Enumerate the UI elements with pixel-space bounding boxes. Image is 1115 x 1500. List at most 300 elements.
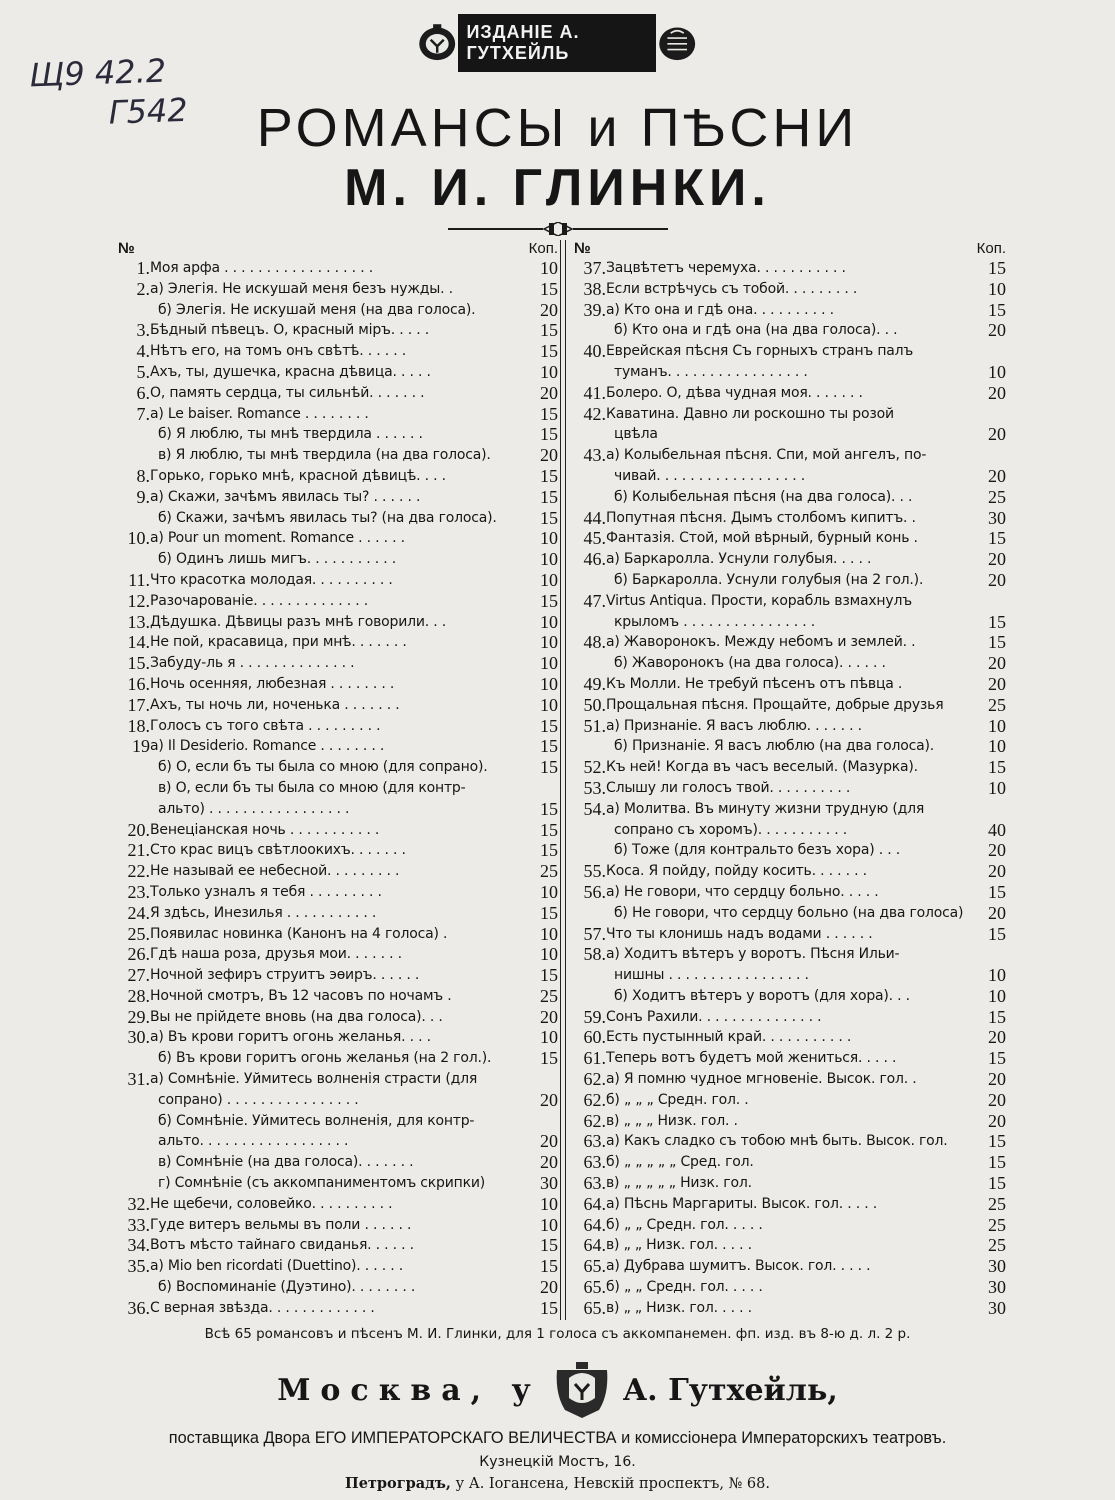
catalog-entry: [110, 1131, 558, 1152]
entry-number: 35.: [127, 1256, 150, 1277]
publisher-mark-label: ИЗДАНІЕ А. ГУТХЕЙЛЬ: [458, 14, 655, 72]
catalog-entry: [566, 986, 1006, 1007]
catalog-entry: [110, 1215, 558, 1236]
entry-price: 20: [988, 569, 1006, 590]
catalog-entry: [110, 549, 558, 570]
entry-title: Не называй ее небесной. . . . . . . . .: [150, 863, 400, 880]
entry-number: 43.: [583, 445, 606, 466]
entry-title: сопрано) . . . . . . . . . . . . . . . .: [158, 1091, 359, 1108]
entry-price: 20: [988, 1027, 1006, 1048]
catalog-entry: [110, 383, 558, 404]
catalog-entry: [566, 424, 1006, 445]
entry-price: 40: [988, 819, 1006, 840]
entry-price: 10: [540, 361, 558, 382]
catalog-entry: [566, 1090, 1006, 1111]
entry-price: 10: [988, 985, 1006, 1006]
entry-price: 10: [540, 632, 558, 653]
lyre-emblem-icon: [656, 17, 698, 69]
catalog-entry: [566, 1027, 1006, 1048]
catalog-entry: [566, 466, 1006, 487]
entry-price: 15: [988, 1173, 1006, 1194]
catalog-entry: [110, 258, 558, 279]
entry-price: 10: [540, 1214, 558, 1235]
entry-price: 10: [540, 549, 558, 570]
entry-number: 44.: [583, 507, 606, 528]
catalog-entry: [110, 1256, 558, 1277]
catalog-entry: [110, 1111, 558, 1132]
catalog-entry: [566, 1256, 1006, 1277]
entry-title: а) Какъ сладко съ тобою мнѣ быть. Высок. гол.: [606, 1133, 948, 1150]
entry-number: 54.: [583, 798, 606, 819]
entry-title: О, память сердца, ты сильнѣй. . . . . . .: [150, 384, 425, 401]
entry-number: 50.: [583, 694, 606, 715]
entry-title: б) Одинъ лишь мигъ. . . . . . . . . . .: [158, 551, 396, 568]
catalog-entry: [110, 674, 558, 695]
entry-title: Вы не прійдете вновь (на два голоса). . .: [150, 1008, 443, 1025]
entry-price: 15: [988, 881, 1006, 902]
entry-title: Фантазія. Стой, мой вѣрный, бурный конь .: [606, 530, 918, 547]
entry-title: альто) . . . . . . . . . . . . . . . . .: [158, 800, 350, 817]
catalog-entry: [566, 404, 1006, 425]
entry-number: 42.: [583, 403, 606, 424]
entry-number: 23.: [127, 881, 150, 902]
catalog-entry: [566, 445, 1006, 466]
entry-title: б) „ „ „ Средн. гол. .: [606, 1091, 749, 1108]
entry-price: 20: [540, 1131, 558, 1152]
entry-number: 47.: [583, 590, 606, 611]
entry-number: 24.: [127, 902, 150, 923]
catalog-entry: [110, 279, 558, 300]
entry-price: 15: [988, 258, 1006, 278]
catalog-entry: [110, 1194, 558, 1215]
entry-price: 30: [540, 1173, 558, 1194]
entry-title: б) „ „ „ „ „ Сред. гол.: [606, 1154, 754, 1171]
entry-number: 51.: [583, 715, 606, 736]
entry-price: 10: [540, 528, 558, 549]
catalog-entry: [110, 341, 558, 362]
entry-price: 20: [988, 653, 1006, 674]
catalog-entry: [566, 903, 1006, 924]
entry-price: 20: [540, 382, 558, 403]
entry-price: 20: [988, 465, 1006, 486]
entry-title: Ночной зефиръ струитъ эѳиръ. . . . . .: [150, 967, 420, 984]
catalog-entry: [110, 716, 558, 737]
entry-number: 45.: [583, 528, 606, 549]
catalog-entry: [110, 528, 558, 549]
catalog-entry: [566, 840, 1006, 861]
entry-title: а) Скажи, зачѣмъ явилась ты? . . . . . .: [150, 488, 421, 505]
catalog-entry: [566, 591, 1006, 612]
purveyor-line: поставщика Двора ЕГО ИМПЕРАТОРСКАГО ВЕЛИЧЕСТВА и комиссіонера Императорскихъ театровъ.: [168, 1428, 947, 1447]
entry-title: а) Пѣснь Маргариты. Высок. гол. . . . .: [606, 1195, 877, 1212]
entry-title: б) О, если бъ ты была со мною (для сопрано).: [158, 759, 488, 776]
catalog-entry: [110, 1277, 558, 1298]
entry-number: 56.: [583, 881, 606, 902]
publisher-mark: [416, 14, 698, 72]
catalog-entry: [566, 383, 1006, 404]
entry-price: 15: [540, 320, 558, 341]
entry-price: 15: [988, 923, 1006, 944]
catalog-entry: [110, 653, 558, 674]
entry-number: 20.: [127, 819, 150, 840]
title-line-1: РОМАНСЫ и ПѢСНИ: [256, 98, 859, 158]
entry-title: в) Я люблю, ты мнѣ твердила (на два голоса).: [158, 447, 491, 464]
entry-number: 64.: [583, 1214, 606, 1235]
catalog-entry: [110, 591, 558, 612]
entry-price: 15: [540, 1048, 558, 1069]
catalog-entry: [566, 570, 1006, 591]
entry-title: Зацвѣтетъ черемуха. . . . . . . . . . .: [606, 260, 846, 276]
entry-price: 15: [540, 465, 558, 486]
entry-title: Сто крас вицъ свѣтлоокихъ. . . . . . .: [150, 842, 406, 859]
entry-price: 25: [988, 1193, 1006, 1214]
catalog-entry: [566, 861, 1006, 882]
entry-price: 20: [540, 299, 558, 320]
catalog-entry: [110, 1298, 558, 1319]
catalog-entry: [566, 778, 1006, 799]
catalog-entry: [566, 362, 1006, 383]
catalog-entry: [110, 799, 558, 820]
catalog-entry: [566, 1194, 1006, 1215]
entry-number: 21.: [127, 840, 150, 861]
entry-price: 30: [988, 507, 1006, 528]
entry-title: в) Сомнѣніе (на два голоса). . . . . . .: [158, 1154, 414, 1171]
entry-number: 7.: [136, 403, 150, 424]
imprint-city: Москва, у: [277, 1372, 541, 1408]
entry-title: б) Признаніе. Я васъ люблю (на два голоса).: [614, 738, 935, 755]
entry-title: туманъ. . . . . . . . . . . . . . . . .: [614, 363, 808, 380]
entry-price: 15: [540, 840, 558, 861]
entry-price: 15: [540, 736, 558, 757]
entry-number: 62.: [583, 1069, 606, 1090]
entry-title: Попутная пѣсня. Дымъ столбомъ кипитъ. .: [606, 509, 916, 526]
entry-number: 37.: [583, 258, 606, 278]
catalog-entry: [110, 861, 558, 882]
entry-number: 41.: [583, 382, 606, 403]
entry-title: Слышу ли голосъ твой. . . . . . . . . .: [606, 779, 851, 796]
catalog-column-left: [110, 236, 558, 1319]
entry-title: Что ты клонишь надъ водами . . . . . .: [606, 925, 873, 942]
catalog-entry: [566, 1131, 1006, 1152]
entry-title: Моя арфа . . . . . . . . . . . . . . . . . .: [150, 260, 373, 276]
entry-price: 10: [540, 923, 558, 944]
entry-title: Не щебечи, соловейко. . . . . . . . . .: [150, 1195, 393, 1212]
entry-price: 15: [988, 1006, 1006, 1027]
entry-price: 20: [540, 1006, 558, 1027]
entry-price: 20: [988, 320, 1006, 341]
entry-title: Только узналъ я тебя . . . . . . . . .: [150, 883, 382, 900]
entry-price: 10: [540, 673, 558, 694]
entry-price: 15: [988, 757, 1006, 778]
entry-price: 10: [540, 1027, 558, 1048]
catalog-entry: [110, 508, 558, 529]
petrograd-address: у А. Іогансена, Невскій проспектъ, № 68.: [455, 1476, 770, 1492]
entry-title: Я здѣсь, Инезилья . . . . . . . . . . .: [150, 904, 377, 921]
entry-title: а) Колыбельная пѣсня. Спи, мой ангелъ, по-: [606, 447, 927, 464]
entry-number: 6.: [136, 382, 150, 403]
catalog-entry: [566, 924, 1006, 945]
entry-title: Дѣдушка. Дѣвицы разъ мнѣ говорили. . .: [150, 613, 447, 630]
entry-number: 63.: [583, 1173, 606, 1194]
entry-title: Нѣтъ его, на томъ онъ свѣтѣ. . . . . .: [150, 343, 407, 360]
catalog-entry: [110, 362, 558, 383]
entry-title: а) Кто она и гдѣ она. . . . . . . . . .: [606, 301, 834, 318]
entry-title: Гдѣ наша роза, друзья мои. . . . . . .: [150, 946, 402, 963]
entry-title: крыломъ . . . . . . . . . . . . . . . .: [614, 613, 815, 630]
entry-number: 62.: [583, 1089, 606, 1110]
entry-number: 63.: [583, 1152, 606, 1173]
entry-title: Голосъ съ того свѣта . . . . . . . . .: [150, 717, 381, 734]
entry-price: 15: [540, 424, 558, 445]
eagle-emblem-icon: [416, 17, 458, 69]
entry-price: 15: [540, 341, 558, 362]
catalog-entry: [566, 757, 1006, 778]
catalog-entry: [110, 1007, 558, 1028]
entry-number: 64.: [583, 1235, 606, 1256]
catalog-entry: [110, 487, 558, 508]
entry-number: 39.: [583, 299, 606, 320]
entry-title: б) Воспоминаніе (Дуэтино). . . . . . . .: [158, 1279, 416, 1296]
entry-title: Не пой, красавица, при мнѣ. . . . . . .: [150, 634, 407, 651]
catalog-entry: [566, 341, 1006, 362]
entry-number: 30.: [127, 1027, 150, 1048]
entry-number: 33.: [127, 1214, 150, 1235]
entry-number: 38.: [583, 278, 606, 299]
collection-price-note: Всѣ 65 романсовъ и пѣсенъ М. И. Глинки, для 1 голоса съ аккомпанемен. фп. изд. въ 8-ю д. л. 2 р.: [204, 1326, 911, 1342]
entry-title: б) Жаворонокъ (на два голоса). . . . . .: [614, 655, 886, 672]
catalog-entry: [110, 1235, 558, 1256]
entry-number: 4.: [136, 341, 150, 362]
entry-number: 1.: [136, 258, 150, 278]
entry-title: сопрано съ хоромъ). . . . . . . . . . .: [614, 821, 847, 838]
entry-number: 14.: [127, 632, 150, 653]
catalog-entry: [566, 820, 1006, 841]
entry-number: 36.: [127, 1297, 150, 1318]
entry-title: в) „ „ „ „ „ Низк. гол.: [606, 1175, 752, 1192]
entry-title: б) Въ крови горитъ огонь желанья (на 2 гол.).: [158, 1050, 492, 1067]
entry-price: 10: [540, 611, 558, 632]
entry-title: б) „ „ Средн. гол. . . . .: [606, 1279, 763, 1296]
entry-price: 10: [540, 944, 558, 965]
entry-price: 20: [540, 1152, 558, 1173]
entry-price: 10: [540, 1193, 558, 1214]
entry-price: 25: [988, 694, 1006, 715]
entry-price: 15: [540, 1256, 558, 1277]
entry-title: а) Жаворонокъ. Между небомъ и землей. .: [606, 634, 916, 651]
left-entries: [110, 258, 558, 1319]
entry-price: 15: [540, 403, 558, 424]
entry-title: г) Сомнѣніе (съ аккомпаниментомъ скрипки): [158, 1175, 486, 1192]
entry-title: а) Баркаролла. Уснули голубыя. . . . .: [606, 551, 872, 568]
entry-title: Ахъ, ты ночь ли, ноченька . . . . . . .: [150, 696, 400, 713]
imprint-publisher: А. Гутхейль,: [622, 1372, 838, 1408]
catalog-entry: [566, 882, 1006, 903]
entry-price: 10: [540, 653, 558, 674]
entry-number: 34.: [127, 1235, 150, 1256]
entry-number: 59.: [583, 1006, 606, 1027]
entry-price: 10: [540, 881, 558, 902]
entry-title: а) Дубрава шумитъ. Высок. гол. . . . .: [606, 1258, 871, 1275]
entry-number: 53.: [583, 777, 606, 798]
catalog-entry: [110, 1173, 558, 1194]
entry-price: 10: [540, 258, 558, 278]
catalog-entry: [566, 1173, 1006, 1194]
entry-title: Ночь осенняя, любезная . . . . . . . .: [150, 675, 395, 692]
entry-price: 25: [540, 861, 558, 882]
entry-number: 48.: [583, 632, 606, 653]
catalog-entry: [566, 695, 1006, 716]
entry-number: 19: [132, 736, 150, 757]
entry-title: а) Pour un moment. Romance . . . . . .: [150, 530, 405, 547]
right-entries: [566, 258, 1006, 1319]
catalog-entry: [566, 1111, 1006, 1132]
entry-number: 64.: [583, 1193, 606, 1214]
entry-title: б) Колыбельная пѣсня (на два голоса). . .: [614, 488, 913, 505]
catalog-entry: [566, 653, 1006, 674]
catalog-entry: [110, 986, 558, 1007]
catalog-entry: [566, 487, 1006, 508]
entry-title: Разочарованіе. . . . . . . . . . . . . .: [150, 592, 368, 609]
entry-price: 10: [988, 736, 1006, 757]
catalog-entry: [110, 1069, 558, 1090]
catalog-entry: [110, 1027, 558, 1048]
catalog-entry: [566, 1152, 1006, 1173]
catalog-entry: [566, 320, 1006, 341]
entry-number: 5.: [136, 361, 150, 382]
entry-title: Если встрѣчусь съ тобой. . . . . . . . .: [606, 280, 858, 297]
entry-title: Коса. Я пойду, пойду косить. . . . . . .: [606, 863, 867, 880]
entry-price: 10: [540, 694, 558, 715]
entry-title: а) Il Desiderio. Romance . . . . . . . .: [150, 738, 385, 755]
catalog-entry: [110, 757, 558, 778]
entry-title: Къ Молли. Не требуй пѣсенъ отъ пѣвца .: [606, 675, 903, 692]
entry-number: 60.: [583, 1027, 606, 1048]
entry-number: 55.: [583, 861, 606, 882]
catalog-entry: [566, 736, 1006, 757]
entry-price: 15: [988, 1131, 1006, 1152]
catalog-entry: [110, 924, 558, 945]
entry-price: 25: [988, 486, 1006, 507]
entry-title: Горько, горько мнѣ, красной дѣвицѣ. . . .: [150, 467, 446, 484]
entry-title: в) О, если бъ ты была со мною (для контр-: [158, 779, 466, 796]
entry-number: 3.: [136, 320, 150, 341]
catalog-entry: [110, 1048, 558, 1069]
entry-title: б) „ „ Средн. гол. . . . .: [606, 1216, 763, 1233]
entry-title: Есть пустынный край. . . . . . . . . . .: [606, 1029, 852, 1046]
entry-number: 40.: [583, 341, 606, 362]
entry-price: 20: [988, 424, 1006, 445]
entry-price: 30: [988, 1256, 1006, 1277]
entry-title: Ночной смотръ, Въ 12 часовъ по ночамъ .: [150, 987, 452, 1004]
shelfmark-line-1: Щ9 42.2: [28, 51, 167, 95]
entry-number: 26.: [127, 944, 150, 965]
catalog-entry: [110, 903, 558, 924]
catalog-entry: [566, 279, 1006, 300]
entry-number: 9.: [136, 486, 150, 507]
moscow-address: Кузнецкій Мостъ, 16.: [479, 1454, 636, 1470]
entry-title: Что красотка молодая. . . . . . . . . .: [150, 571, 393, 588]
entry-number: 8.: [136, 465, 150, 486]
entry-price: 15: [540, 798, 558, 819]
entry-price: 15: [540, 715, 558, 736]
entry-number: 16.: [127, 673, 150, 694]
entry-title: а) Ходитъ вѣтеръ у воротъ. Пѣсня Ильи-: [606, 946, 900, 963]
petrograd-city: Петроградъ,: [345, 1475, 451, 1492]
catalog-entry: [566, 965, 1006, 986]
entry-price: 15: [540, 965, 558, 986]
entry-number: 52.: [583, 757, 606, 778]
entry-title: а) Не говори, что сердцу больно. . . . .: [606, 883, 879, 900]
entry-number: 49.: [583, 673, 606, 694]
entry-title: С верная звѣзда. . . . . . . . . . . . .: [150, 1299, 375, 1316]
catalog-entry: [110, 404, 558, 425]
catalog-entry: [110, 1152, 558, 1173]
entry-title: б) Скажи, зачѣмъ явилась ты? (на два голоса).: [158, 509, 497, 526]
entry-number: 25.: [127, 923, 150, 944]
entry-number: 18.: [127, 715, 150, 736]
entry-price: 15: [540, 486, 558, 507]
catalog-entry: [566, 632, 1006, 653]
catalog-entry: [110, 466, 558, 487]
entry-number: 12.: [127, 590, 150, 611]
entry-price: 15: [988, 1048, 1006, 1069]
catalog-entry: [566, 549, 1006, 570]
entry-price: 15: [540, 757, 558, 778]
entry-title: б) Ходитъ вѣтеръ у воротъ (для хора). . .: [614, 987, 910, 1004]
entry-price: 20: [988, 549, 1006, 570]
catalog-column-right: [566, 236, 1006, 1319]
entry-price: 20: [988, 902, 1006, 923]
catalog-entry: [566, 258, 1006, 279]
entry-title: Венеціанская ночь . . . . . . . . . . .: [150, 821, 380, 838]
entry-number: 58.: [583, 944, 606, 965]
entry-number: 61.: [583, 1048, 606, 1069]
entry-title: Сонъ Рахили. . . . . . . . . . . . . . .: [606, 1008, 822, 1025]
entry-price: 15: [540, 590, 558, 611]
entry-title: а) Въ крови горитъ огонь желанья. . . .: [150, 1029, 431, 1046]
entry-title: б) Баркаролла. Уснули голубыя (на 2 гол.).: [614, 571, 924, 588]
column-header: [566, 236, 1006, 258]
entry-title: а) Признаніе. Я васъ люблю. . . . . . .: [606, 717, 862, 734]
catalog-entry: [566, 528, 1006, 549]
imprint: [0, 1360, 1115, 1420]
entry-price: 15: [540, 278, 558, 299]
catalog-entry: [566, 1298, 1006, 1319]
catalog-entry: [566, 1007, 1006, 1028]
catalog-entry: [110, 820, 558, 841]
catalog-entry: [566, 674, 1006, 695]
entry-number: 22.: [127, 861, 150, 882]
catalog-entry: [566, 300, 1006, 321]
catalog-entry: [110, 1090, 558, 1111]
catalog-entry: [110, 424, 558, 445]
catalog-entry: [110, 695, 558, 716]
entry-title: нишны . . . . . . . . . . . . . . . . .: [614, 967, 809, 984]
catalog-entry: [566, 716, 1006, 737]
entry-price: 15: [540, 1297, 558, 1318]
price-header: Коп.: [528, 240, 558, 257]
entry-price: 10: [988, 361, 1006, 382]
entry-title: б) Элегія. Не искушай меня (на два голоса).: [158, 301, 476, 318]
entry-price: 20: [540, 1277, 558, 1298]
entry-title: альто. . . . . . . . . . . . . . . . . .: [158, 1133, 349, 1150]
entry-price: 20: [988, 673, 1006, 694]
entry-number: 57.: [583, 923, 606, 944]
entry-title: Забуду-ль я . . . . . . . . . . . . . .: [150, 655, 355, 672]
entry-number: 46.: [583, 549, 606, 570]
entry-title: а) Элегія. Не искушай меня безъ нужды. .: [150, 280, 453, 297]
petrograd-line: [0, 1475, 1115, 1492]
